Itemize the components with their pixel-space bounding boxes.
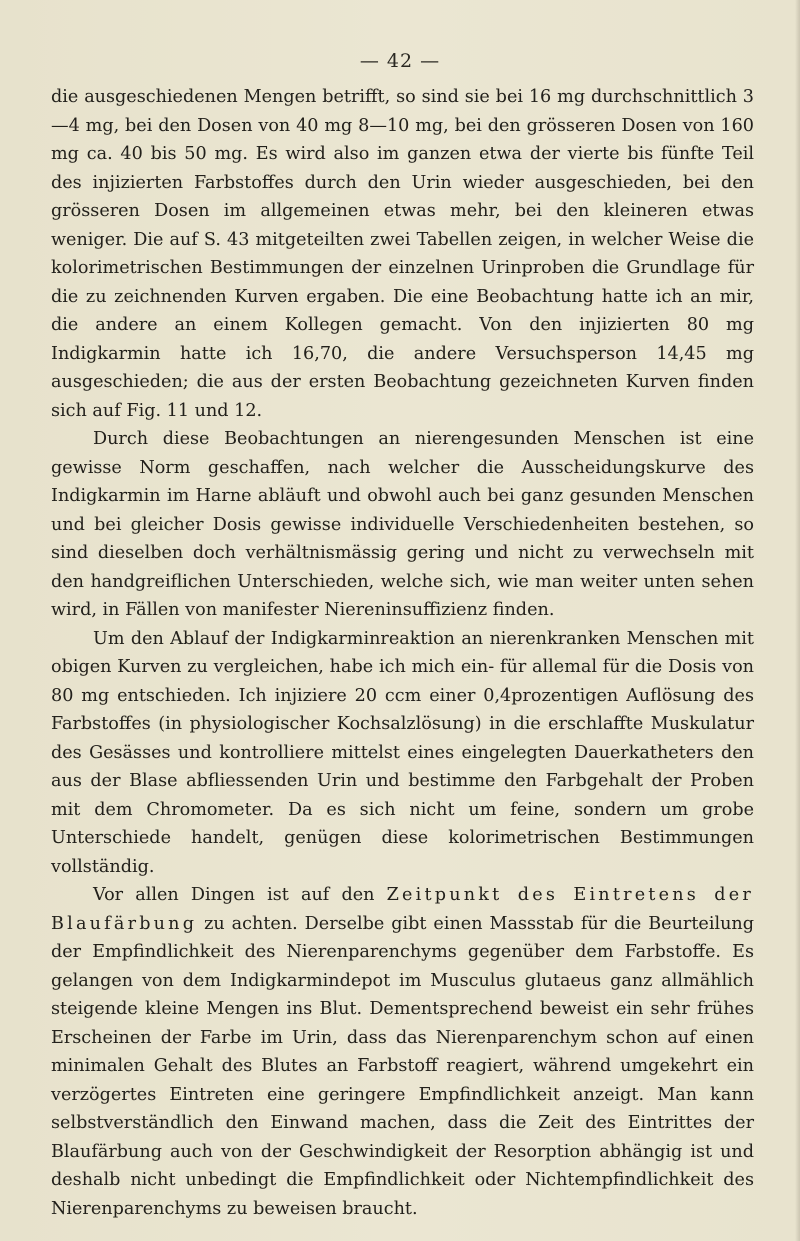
paragraph-4-rest: zu achten. Derselbe gibt einen Massstab für die Beurteilung der Empfindlichkeit des Nierenparenchyms gegenüber dem Farbstoffe. Es gelangen von dem Indigkarmindepot im Musculus glutaeus ganz allmählich steigende kleine Mengen ins Blut. Dementsprechend beweist ein sehr frühes Erscheinen der Farbe im Urin, dass das Nierenparenchym schon auf einen minimalen Gehalt des Blutes an Farbstoff reagiert, während umgekehrt ein verzögertes Eintreten eine geringere Empfindlichkeit anzeigt. Man kann selbstverständlich den Einwand machen, dass die Zeit des Eintrittes der Blaufärbung auch von der Geschwindigkeit der Resorption abhängig ist und deshalb nicht unbedingt die Empfindlichkeit oder Nichtempfindlichkeit des Nierenparenchyms zu beweisen braucht. <box>51 913 754 1219</box>
page-number: — 42 — <box>359 50 441 72</box>
paragraph-2: Durch diese Beobachtungen an nierengesunden Menschen ist eine gewisse Norm geschaffen, nach welcher die Ausscheidungskurve des Indigkarmin im Harne abläuft und obwohl auch bei ganz gesunden Menschen und bei gleicher Dosis gewisse individuelle Verschiedenheiten bestehen, so sind dieselben doch verhältnismässig gering und nicht zu verwechseln mit den handgreiflichen Unterschieden, welche sich, wie man weiter unten sehen wird, in Fällen von manifester Niereninsuffizienz finden. <box>51 429 754 620</box>
body-text <box>51 83 754 1223</box>
page-edge-shadow <box>795 0 800 1241</box>
paragraph-1: die ausgeschiedenen Mengen betrifft, so sind sie bei 16 mg durchschnittlich 3—4 mg, bei den Dosen von 40 mg 8—10 mg, bei den grösseren Dosen von 160 mg ca. 40 bis 50 mg. Es wird also im ganzen etwa der vierte bis fünfte Teil des injizierten Farbstoffes durch den Urin wieder ausgeschieden, bei den grösseren Dosen im allgemeinen etwas mehr, bei den kleineren etwas weniger. Die auf S. 43 mitgeteilten zwei Tabellen zeigen, in welcher Weise die kolorimetrischen Bestimmungen der einzelnen Urinproben die Grundlage für die zu zeichnenden Kurven ergaben. Die eine Beobachtung hatte ich an mir, die andere an einem Kollegen gemacht. Von den injizierten 80 mg Indigkarmin hatte ich 16,70, die andere Versuchsperson 14,45 mg ausgeschieden; die aus der ersten Beobachtung gezeichneten Kurven finden sich auf Fig. 11 und 12. <box>51 87 754 421</box>
paragraph-3: Um den Ablauf der Indigkarminreaktion an nierenkranken Menschen mit obigen Kurven zu vergleichen, habe ich mich ein- für allemal für die Dosis von 80 mg entschieden. Ich injiziere 20 ccm einer 0,4prozentigen Auflösung des Farbstoffes (in physiologischer Kochsalzlösung) in die erschlaffte Muskulatur des Gesässes und kontrolliere mittelst eines eingelegten Dauerkatheters den aus der Blase abfliessenden Urin und bestimme den Farbgehalt der Proben mit dem Chromometer. Da es sich nicht um feine, sondern um grobe Unterschiede handelt, genügen diese kolorimetrischen Bestimmungen vollständig. <box>51 628 754 877</box>
emphasized-phrase: Zeitpunkt des Eintretens der Blaufärbung <box>51 885 754 934</box>
paragraph-4 <box>51 881 754 1223</box>
paragraph-4-lead: Vor allen Dingen ist auf den <box>93 885 375 905</box>
